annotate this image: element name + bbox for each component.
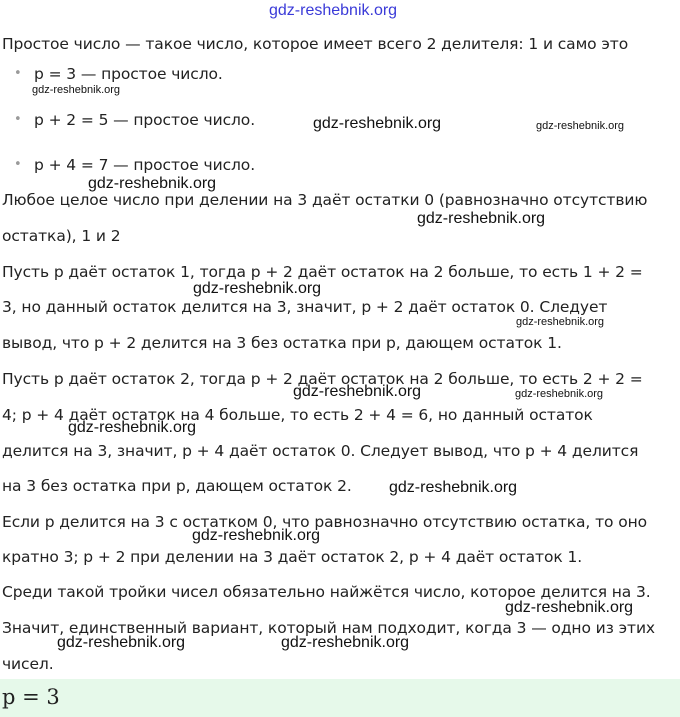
text-line-1: Простое число — такое число, которое имеет всего 2 делителя: 1 и само это — [2, 35, 629, 53]
text-line-14: Значит, единственный вариант, который нам подходит, когда 3 — одно из этих — [2, 619, 656, 637]
watermark: gdz-reshebnik.org — [389, 479, 518, 496]
watermark: gdz-reshebnik.org — [193, 280, 322, 297]
header-watermark: gdz-reshebnik.org — [269, 2, 398, 19]
watermark-small: gdz-reshebnik.org — [32, 84, 121, 96]
watermark: gdz-reshebnik.org — [57, 634, 186, 651]
bullet-dot-icon: • — [14, 66, 22, 81]
list-item-1: p = 3 — простое число. — [34, 65, 223, 83]
text-line-13: Среди такой тройки чисел обязательно найжётся число, которое делится на 3. — [2, 583, 651, 601]
watermark: gdz-reshebnik.org — [88, 175, 217, 192]
list-item-2: p + 2 = 5 — простое число. — [34, 111, 256, 129]
text-line-5: 3, но данный остаток делится на 3, значит, p + 2 даёт остаток 0. Следует — [2, 298, 608, 316]
text-line-15: чисел. — [2, 655, 54, 673]
text-line-9: делится на 3, значит, p + 4 даёт остаток 0. Следует вывод, что p + 4 делится — [2, 442, 639, 460]
watermark: gdz-reshebnik.org — [313, 115, 442, 132]
text-line-10: на 3 без остатка при p, дающем остаток 2. — [2, 477, 352, 495]
watermark: gdz-reshebnik.org — [281, 634, 410, 651]
text-line-8: 4; p + 4 даёт остаток на 4 больше, то есть 2 + 4 = 6, но данный остаток — [2, 406, 593, 424]
watermark-small: gdz-reshebnik.org — [516, 316, 605, 328]
watermark: gdz-reshebnik.org — [293, 383, 422, 400]
text-line-11: Если p делится на 3 с остатком 0, что равнозначно отсутствию остатка, то оно — [2, 513, 648, 531]
watermark-small: gdz-reshebnik.org — [515, 388, 604, 400]
text-line-3: остатка), 1 и 2 — [2, 227, 121, 245]
bullet-dot-icon: • — [14, 157, 22, 172]
watermark-small: gdz-reshebnik.org — [536, 120, 625, 132]
watermark: gdz-reshebnik.org — [68, 419, 197, 436]
text-line-12: кратно 3; p + 2 при делении на 3 даёт остаток 2, p + 4 даёт остаток 1. — [2, 548, 583, 566]
text-line-6: вывод, что p + 2 делится на 3 без остатка при p, дающем остаток 1. — [2, 334, 562, 352]
answer-formula: p = 3 — [2, 685, 60, 709]
bullet-dot-icon: • — [14, 112, 22, 127]
answer-box — [0, 679, 680, 717]
text-line-2: Любое целое число при делении на 3 даёт остатки 0 (равнозначно отсутствию — [2, 191, 648, 209]
list-item-3: p + 4 = 7 — простое число. — [34, 156, 256, 174]
text-line-4: Пусть p даёт остаток 1, тогда p + 2 даёт остаток на 2 больше, то есть 1 + 2 = — [2, 263, 643, 281]
watermark: gdz-reshebnik.org — [192, 527, 321, 544]
watermark: gdz-reshebnik.org — [505, 599, 634, 616]
watermark: gdz-reshebnik.org — [417, 210, 546, 227]
text-line-7: Пусть p даёт остаток 2, тогда p + 2 даёт остаток на 2 больше, то есть 2 + 2 = — [2, 370, 643, 388]
